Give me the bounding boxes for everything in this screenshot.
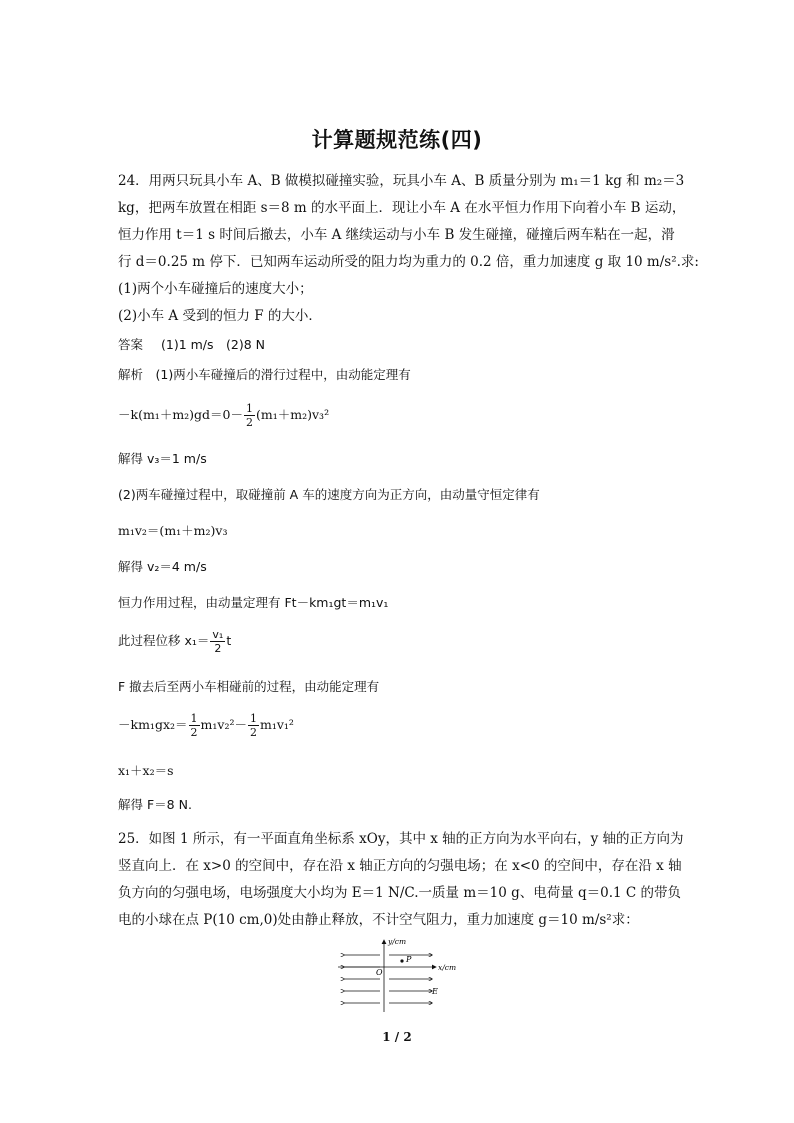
equation-1-right: (m₁＋m₂)v₃² — [256, 407, 330, 422]
q24-line-4: 行 d＝0.25 m 停下．已知两车运动所受的阻力均为重力的 0.2 倍，重力加速度 g 取 10 m/s².求: — [118, 254, 699, 270]
q25-line-3: 负方向的匀强电场，电场强度大小均为 E＝1 N/C.一质量 m＝10 g、电荷量 q＝0.1 C 的带负 — [118, 885, 682, 901]
point-p-marker — [400, 959, 403, 962]
q24-subq-1: (1)两个小车碰撞后的速度大小； — [118, 281, 313, 297]
solution-step-5: 恒力作用过程，由动量定理有 Ft－km₁gt＝m₁v₁ — [118, 595, 389, 610]
q24-line-1: 24．用两只玩具小车 A、B 做模拟碰撞实验，玩具小车 A、B 质量分别为 m₁＝1 kg 和 m₂＝3 — [118, 173, 685, 189]
equation-1 — [118, 402, 688, 429]
q24-subq-2: (2)小车 A 受到的恒力 F 的大小． — [118, 308, 322, 324]
solution-step-2: 解得 v₃＝1 m/s — [118, 451, 207, 466]
answer-text: (1)1 m/s (2)8 N — [161, 337, 266, 352]
fraction-denominator: 2 — [214, 642, 222, 655]
answer-line — [118, 336, 688, 354]
equation-1-left: －k(m₁＋m₂)gd＝0－ — [118, 407, 244, 422]
q24-line-2: kg，把两车放置在相距 s＝8 m 的水平面上．现让小车 A 在水平恒力作用下向着小车 B 运动， — [118, 200, 686, 216]
solution-step-4: 解得 v₂＝4 m/s — [118, 559, 207, 574]
solution-step-6: F 撤去后至两小车相碰前的过程，由动能定理有 — [118, 679, 380, 694]
equation-3-left: 此过程位移 x₁＝ — [118, 633, 210, 648]
fraction-numerator: v₁ — [212, 628, 224, 641]
origin-label: O — [376, 968, 383, 977]
q24-line-3: 恒力作用 t＝1 s 时间后撤去，小车 A 继续运动与小车 B 发生碰撞，碰撞后两车粘在一起，滑 — [118, 227, 675, 243]
solution-step-7: 解得 F＝8 N. — [118, 797, 192, 812]
fraction-numerator: 1 — [249, 712, 257, 725]
equation-4-left: －km₁gx₂＝ — [118, 717, 188, 732]
point-label: P — [406, 955, 412, 964]
equation-4-right: m₁v₁² — [259, 717, 294, 732]
fraction-numerator: 1 — [190, 712, 198, 725]
equation-5: x₁＋x₂＝s — [118, 763, 174, 778]
q25-line-4: 电的小球在点 P(10 cm,0)处由静止释放，不计空气阻力，重力加速度 g＝10 m/s²求： — [118, 912, 639, 928]
page-number: 1 / 2 — [382, 1030, 412, 1044]
fraction-denominator: 2 — [246, 416, 254, 429]
q25-line-2: 竖直向上．在 x>0 的空间中，存在沿 x 轴正方向的匀强电场；在 x<0 的空间中，存在沿 x 轴 — [118, 858, 682, 874]
fraction-half — [189, 712, 200, 739]
equation-4 — [118, 712, 688, 739]
fraction-denominator: 2 — [190, 726, 198, 739]
left-field-lines — [344, 955, 380, 1003]
fraction-v1-over-2 — [210, 628, 225, 655]
page-title: 计算题规范练(四) — [311, 128, 483, 152]
answer-label: 答案 — [118, 337, 144, 352]
solution-step-3: (2)两车碰撞过程中，取碰撞前 A 车的速度方向为正方向，由动量守恒定律有 — [118, 487, 540, 502]
fraction-half — [244, 402, 255, 429]
y-axis-label: y/cm — [388, 937, 407, 946]
equation-3 — [118, 628, 688, 655]
equation-4-mid: m₁v₂²－ — [200, 717, 247, 732]
x-axis-label: x/cm — [438, 963, 457, 972]
q25-line-1: 25．如图 1 所示，有一平面直角坐标系 xOy，其中 x 轴的正方向为水平向右，y 轴的正方向为 — [118, 831, 684, 847]
fraction-numerator: 1 — [246, 402, 254, 415]
figure-1-electric-field-diagram — [336, 936, 476, 1014]
fraction-denominator: 2 — [249, 726, 257, 739]
equation-2: m₁v₂＝(m₁＋m₂)v₃ — [118, 523, 228, 538]
fraction-half — [248, 712, 259, 739]
field-label: E — [432, 987, 438, 996]
solution-step-1: 解析 (1)两小车碰撞后的滑行过程中，由动能定理有 — [118, 367, 411, 382]
equation-3-right: t — [226, 633, 232, 648]
